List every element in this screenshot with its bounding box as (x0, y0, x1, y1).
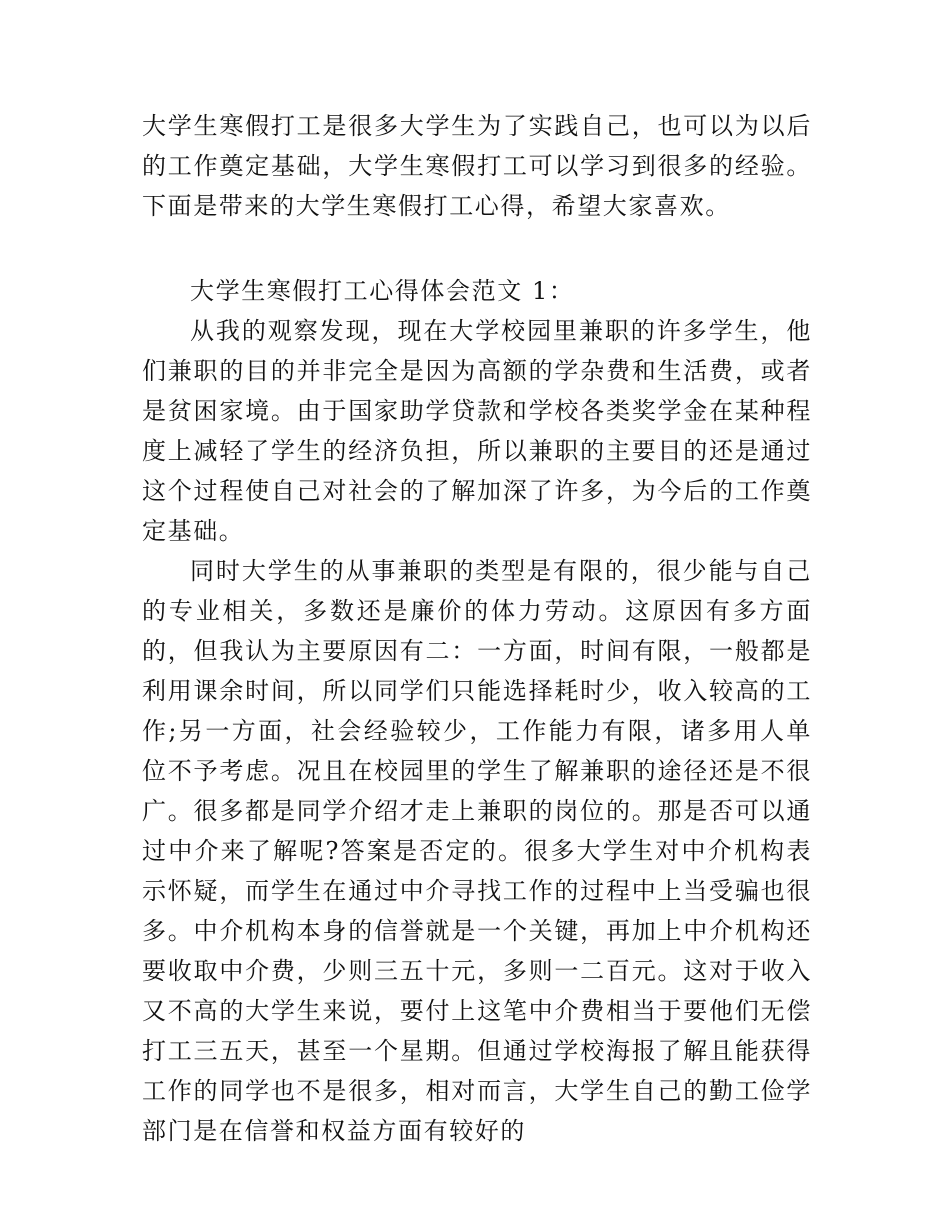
paragraph-gap (142, 226, 812, 271)
section-title: 大学生寒假打工心得体会范文 1： (190, 277, 575, 305)
document-page (142, 106, 812, 1151)
intro-paragraph: 大学生寒假打工是很多大学生为了实践自己，也可以为以后的工作奠定基础，大学生寒假打工可以学习到很多的经验。下面是带来的大学生寒假打工心得，希望大家喜欢。 (142, 112, 812, 220)
body-paragraph-1: 从我的观察发现，现在大学校园里兼职的许多学生，他们兼职的目的并非完全是因为高额的学杂费和生活费，或者是贫困家境。由于国家助学贷款和学校各类奖学金在某种程度上减轻了学生的经济负担，所以兼职的主要目的还是通过这个过程使自己对社会的了解加深了许多，为今后的工作奠定基础。 (142, 317, 812, 545)
body-paragraph-2: 同时大学生的从事兼职的类型是有限的，很少能与自己的专业相关，多数还是廉价的体力劳动。这原因有多方面的，但我认为主要原因有二：一方面，时间有限，一般都是利用课余时间，所以同学们只能选择耗时少，收入较高的工作;另一方面，社会经验较少，工作能力有限，诸多用人单位不予考虑。况且在校园里的学生了解兼职的途径还是不很广。很多都是同学介绍才走上兼职的岗位的。那是否可以通过中介来了解呢?答案是否定的。很多大学生对中介机构表示怀疑，而学生在通过中介寻找工作的过程中上当受骗也很多。中介机构本身的信誉就是一个关键，再加上中介机构还要收取中介费，少则三五十元，多则一二百元。这对于收入又不高的大学生来说，要付上这笔中介费相当于要他们无偿打工三五天，甚至一个星期。但通过学校海报了解且能获得工作的同学也不是很多，相对而言，大学生自己的勤工俭学部门是在信誉和权益方面有较好的 (142, 557, 812, 1145)
